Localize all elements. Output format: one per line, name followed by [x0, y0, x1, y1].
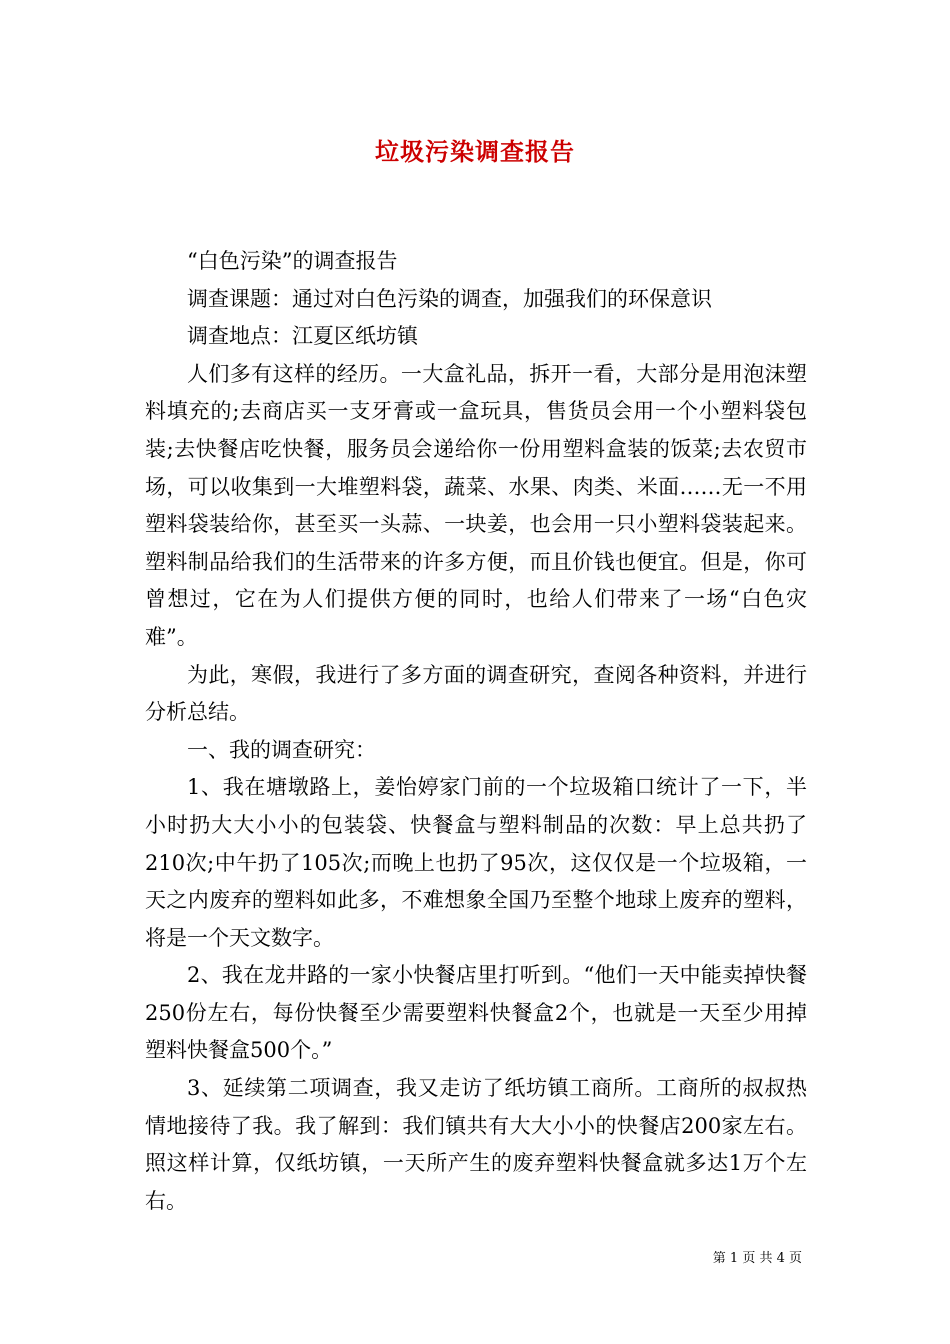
paragraph-report-heading: “白色污染”的调查报告	[187, 249, 398, 273]
paragraph-finding-3: 3、延续第二项调查，我又走访了纸坊镇工商所。工商所的叔叔热情地接待了我。我了解到：我们镇共有大大小小的快餐店200家左右。照这样计算，仅纸坊镇，一天所产生的废弃塑料快餐盒就多达1万个左右。	[145, 1076, 807, 1213]
paragraph-purpose: 为此，寒假，我进行了多方面的调查研究，查阅各种资料，并进行分析总结。	[145, 662, 807, 725]
paragraph-intro: 人们多有这样的经历。一大盒礼品，拆开一看，大部分是用泡沫塑料填充的;去商店买一支牙膏或一盒玩具，售货员会用一个小塑料袋包装;去快餐店吃快餐，服务员会递给你一份用塑料盒装的饭菜;去农贸市场，可以收集到一大堆塑料袋，蔬菜、水果、肉类、米面……无一不用塑料袋装给你，甚至买一头蒜、一块姜，也会用一只小塑料袋装起来。塑料制品给我们的生活带来的许多方便，而且价钱也便宜。但是，你可曾想过，它在为人们提供方便的同时，也给人们带来了一场“白色灾难”。	[145, 361, 807, 649]
paragraph-location: 调查地点：江夏区纸坊镇	[187, 324, 418, 349]
paragraph-section-heading: 一、我的调查研究：	[187, 737, 376, 762]
paragraph-finding-1: 1、我在塘墩路上，姜怡婷家门前的一个垃圾箱口统计了一下，半小时扔大大小小的包装袋、快餐盒与塑料制品的次数：早上总共扔了210次;中午扔了105次;而晚上也扔了95次，这仅仅是一个垃圾箱，一天之内废弃的塑料如此多，不难想象全国乃至整个地球上废弃的塑料，将是一个天文数字。	[145, 775, 807, 950]
page-title: 垃圾污染调查报告	[375, 137, 575, 166]
document-body	[145, 243, 807, 1220]
page-number-footer: 第 1 页 共 4 页	[712, 1251, 802, 1266]
paragraph-finding-2: 2、我在龙井路的一家小快餐店里打听到。“他们一天中能卖掉快餐250份左右，每份快餐至少需要塑料快餐盒2个，也就是一天至少用掉塑料快餐盒500个。”	[145, 963, 807, 1063]
paragraph-topic: 调查课题：通过对白色污染的调查，加强我们的环保意识	[187, 286, 712, 311]
